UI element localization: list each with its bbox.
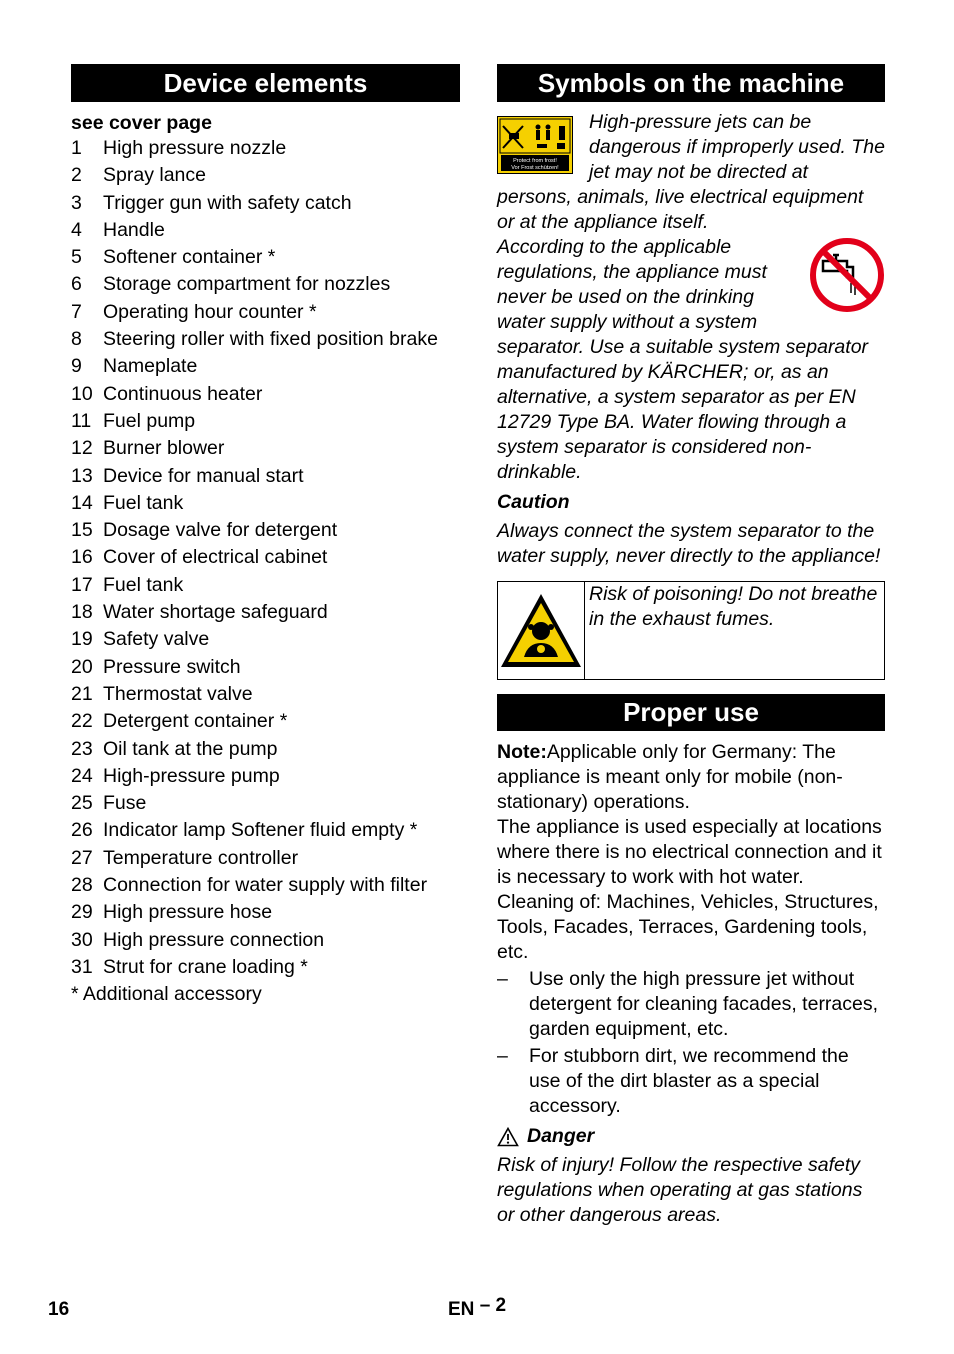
toxic-fumes-warning-icon — [498, 591, 584, 671]
device-element-number: 4 — [71, 218, 82, 241]
device-element-number: 25 — [71, 792, 93, 815]
device-element-item — [71, 299, 460, 326]
usage-text: The appliance is used especially at locations where there is no electrical connection and it is necessary to work with hot water. — [497, 816, 882, 888]
cover-page-reference: see cover page — [71, 112, 212, 134]
page-number: 16 — [48, 1299, 70, 1320]
list-item-text: For stubborn dirt, we recommend the use of the dirt blaster as a special accessory. — [529, 1045, 849, 1117]
device-elements-heading: Device elements — [71, 64, 460, 102]
device-element-label: Indicator lamp Softener fluid empty * — [103, 819, 418, 842]
device-element-label: Fuse — [103, 792, 147, 815]
list-item-text: Use only the high pressure jet without detergent for cleaning facades, terraces, garden equipment, etc. — [529, 968, 879, 1040]
device-element-label: Softener container * — [103, 246, 276, 269]
device-element-number: 18 — [71, 601, 93, 624]
device-element-number: 22 — [71, 710, 93, 733]
device-element-item — [71, 899, 460, 926]
list-item — [497, 967, 885, 1042]
device-element-label: Pressure switch — [103, 655, 241, 678]
device-element-item — [71, 708, 460, 735]
device-element-number: 3 — [71, 191, 82, 214]
device-element-label: Burner blower — [103, 437, 225, 460]
device-element-item — [71, 763, 460, 790]
device-element-item — [71, 544, 460, 571]
device-element-label: Fuel tank — [103, 491, 184, 514]
language-code: EN — [448, 1299, 475, 1320]
device-element-label: Cover of electrical cabinet — [103, 546, 328, 569]
note-label: Note: — [497, 741, 547, 763]
device-element-item — [71, 845, 460, 872]
device-element-label: Fuel pump — [103, 409, 196, 432]
device-element-label: Operating hour counter * — [103, 300, 317, 323]
device-element-number: 23 — [71, 737, 93, 760]
device-element-number: 6 — [71, 273, 82, 296]
device-element-item — [71, 517, 460, 544]
device-element-item — [71, 626, 460, 653]
device-element-label: Safety valve — [103, 628, 210, 651]
device-element-item — [71, 381, 460, 408]
device-element-label: High pressure connection — [103, 928, 325, 951]
jets-warning-block — [497, 110, 885, 485]
device-element-number: 11 — [71, 409, 92, 432]
device-element-item — [71, 736, 460, 763]
device-element-item — [71, 872, 460, 899]
device-element-label: Handle — [103, 218, 165, 241]
device-element-number: 14 — [71, 491, 93, 514]
device-element-item — [71, 927, 460, 954]
device-element-number: 2 — [71, 164, 82, 187]
jets-warning-text: High-pressure jets can be dangerous if improperly used. The jet may not be directed at persons, animals, live electrical equipment or at the appliance itself. — [497, 111, 885, 233]
device-element-label: Dosage valve for detergent — [103, 519, 338, 542]
device-element-item — [71, 681, 460, 708]
device-element-item — [71, 162, 460, 189]
device-element-label: Connection for water supply with filter — [103, 874, 428, 897]
device-element-label: Temperature controller — [103, 846, 299, 869]
dash-bullet: – — [497, 1045, 508, 1067]
device-element-item — [71, 490, 460, 517]
device-element-number: 24 — [71, 764, 93, 787]
device-element-item — [71, 217, 460, 244]
warning-triangle-icon — [497, 1127, 519, 1147]
sub-page-number: – 2 — [479, 1295, 507, 1316]
danger-label: Danger — [527, 1125, 595, 1147]
device-element-label: Nameplate — [103, 355, 198, 378]
device-element-item — [71, 817, 460, 844]
device-element-number: 10 — [71, 382, 93, 405]
device-elements-column — [71, 64, 460, 1008]
danger-text: Risk of injury! Follow the respective safety regulations when operating at gas stations or other dangerous areas. — [497, 1154, 863, 1226]
proper-use-heading: Proper use — [497, 694, 885, 731]
device-element-number: 15 — [71, 519, 93, 542]
device-element-item — [71, 135, 460, 162]
device-element-item — [71, 190, 460, 217]
device-element-label: High pressure hose — [103, 901, 273, 924]
device-element-item — [71, 790, 460, 817]
device-element-number: 28 — [71, 874, 93, 897]
no-drinking-water-icon — [809, 237, 885, 313]
danger-heading — [497, 1124, 885, 1149]
device-element-item — [71, 271, 460, 298]
cleaning-text: Cleaning of: Machines, Vehicles, Structures, Tools, Facades, Terraces, Gardening tools, etc. — [497, 891, 879, 963]
device-element-label: Oil tank at the pump — [103, 737, 278, 760]
list-item — [497, 1044, 885, 1119]
device-element-number: 29 — [71, 901, 93, 924]
drinking-water-regulation-text: According to the applicable regulations, the appliance must never be used on the drinking water supply without a system separator. Use a suitable system separator manufactured by KÄRCHER; or, as an alternative, a system separator as per EN 12729 Type BA. Water flowing through a system separator is considered non-drinkable. — [497, 236, 869, 483]
germany-note — [497, 740, 885, 815]
device-element-number: 26 — [71, 819, 93, 842]
device-element-label: Storage compartment for nozzles — [103, 273, 391, 296]
device-element-label: Detergent container * — [103, 710, 288, 733]
device-element-number: 17 — [71, 573, 93, 596]
device-element-number: 1 — [71, 137, 82, 159]
device-element-label: Continuous heater — [103, 382, 263, 405]
device-element-number: 8 — [71, 328, 82, 351]
poison-warning-box — [497, 581, 885, 680]
device-element-label: Device for manual start — [103, 464, 304, 487]
device-element-number: 16 — [71, 546, 93, 569]
device-element-item — [71, 463, 460, 490]
device-element-number: 31 — [71, 955, 93, 978]
caution-text: Always connect the system separator to the water supply, never directly to the appliance! — [497, 520, 881, 567]
device-element-item — [71, 244, 460, 271]
device-element-label: High-pressure pump — [103, 764, 280, 787]
device-element-label: Strut for crane loading * — [103, 955, 308, 978]
device-element-label: Fuel tank — [103, 573, 184, 596]
device-element-label: Steering roller with fixed position brake — [103, 328, 438, 351]
frost-icon-text-en: Protect from frost! — [513, 158, 557, 164]
device-element-number: 5 — [71, 246, 82, 269]
frost-warning-icon — [497, 116, 573, 174]
device-element-label: Trigger gun with safety catch — [103, 191, 352, 214]
caution-label: Caution — [497, 491, 570, 513]
usage-dash-list — [497, 967, 885, 1119]
device-element-item — [71, 572, 460, 599]
device-element-number: 19 — [71, 628, 93, 651]
device-element-number: 20 — [71, 655, 93, 678]
symbols-heading: Symbols on the machine — [497, 64, 885, 102]
poison-icon-cell — [498, 582, 585, 679]
device-element-item — [71, 353, 460, 380]
device-element-item — [71, 326, 460, 353]
frost-icon-text-de: Vor Frost schützen! — [511, 165, 559, 171]
poison-warning-text: Risk of poisoning! Do not breathe in the exhaust fumes. — [589, 583, 878, 630]
device-element-number: 9 — [71, 355, 82, 378]
dash-bullet: – — [497, 968, 508, 990]
device-element-label: Spray lance — [103, 164, 206, 187]
device-element-number: 12 — [71, 437, 93, 460]
device-element-item — [71, 599, 460, 626]
device-element-number: 27 — [71, 846, 93, 869]
device-element-label: Thermostat valve — [103, 682, 253, 705]
device-elements-list — [71, 135, 460, 981]
device-element-item — [71, 408, 460, 435]
device-element-item — [71, 654, 460, 681]
device-element-label: Water shortage safeguard — [103, 601, 328, 624]
device-element-item — [71, 435, 460, 462]
device-element-number: 13 — [71, 464, 93, 487]
device-element-item — [71, 954, 460, 981]
right-column — [497, 64, 885, 1228]
page-language-indicator — [448, 1297, 506, 1322]
accessory-footnote: * Additional accessory — [71, 983, 262, 1006]
device-element-number: 7 — [71, 300, 82, 323]
device-element-number: 21 — [71, 682, 93, 705]
device-element-number: 30 — [71, 928, 93, 951]
device-element-label: High pressure nozzle — [103, 137, 287, 159]
proper-use-body — [497, 740, 885, 1228]
note-text: Applicable only for Germany: The appliance is meant only for mobile (non-stationary) operations. — [497, 741, 843, 813]
